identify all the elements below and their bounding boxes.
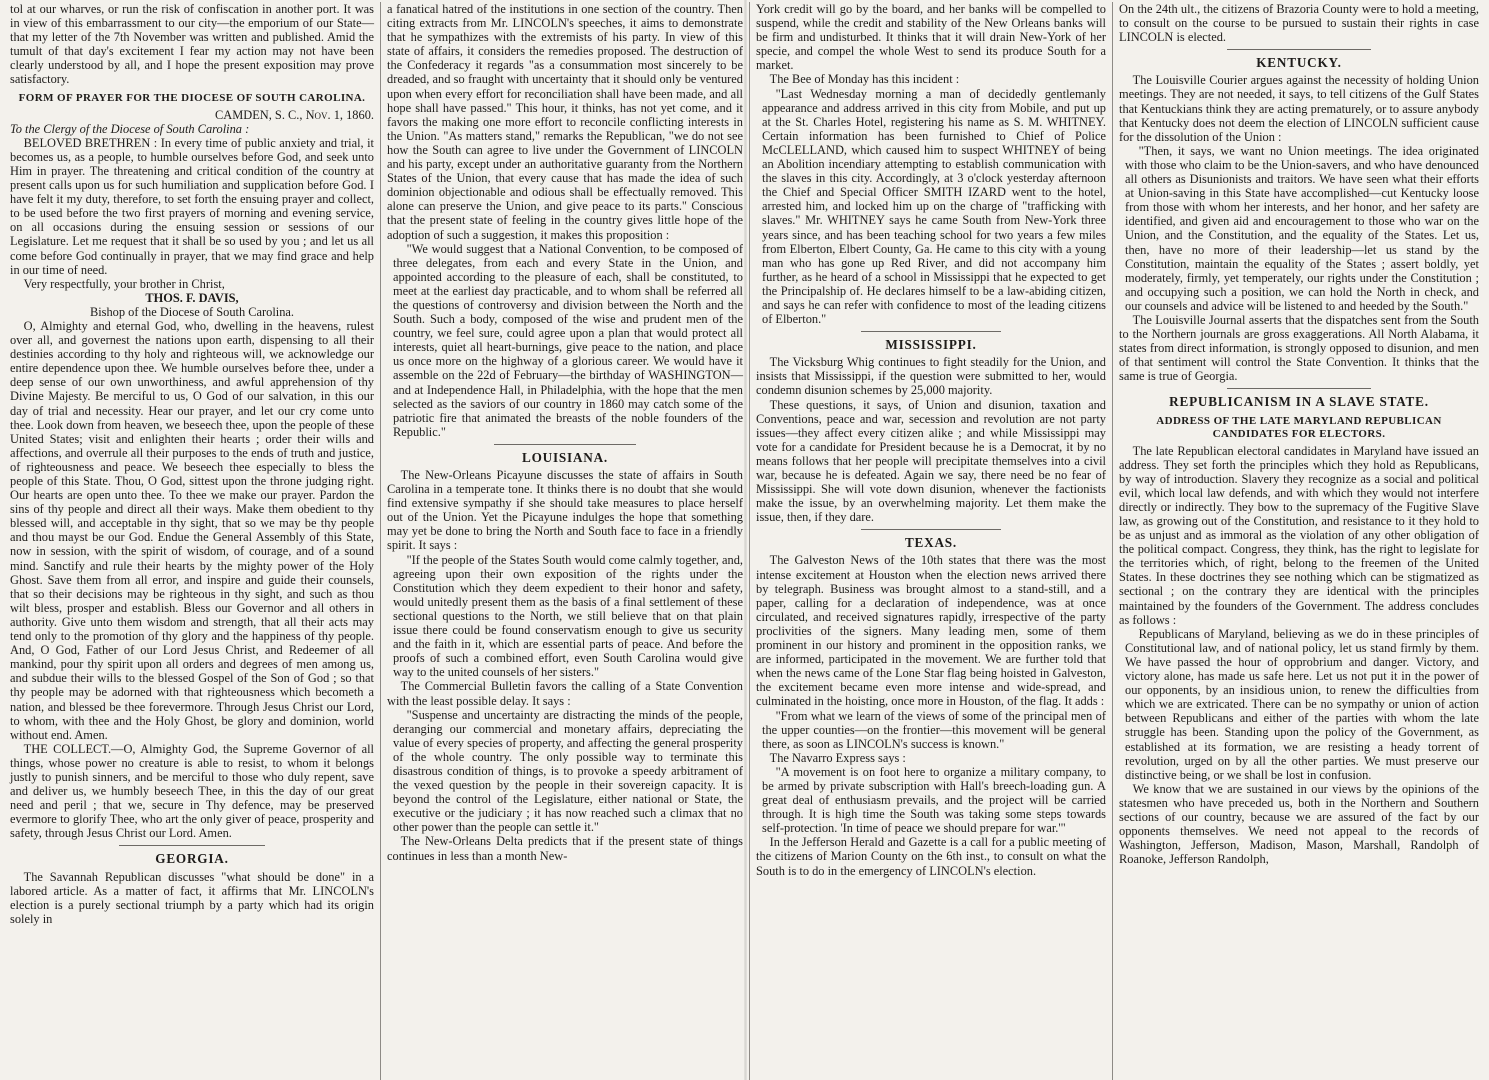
article-text: The Vicksburg Whig continues to fight steadily for the Union, and insists that Mississippi, if the question were submitted to her, would condemn disunion schemes by 25,000 majority. [756,355,1106,398]
signature-title: Bishop of the Diocese of South Carolina. [89,304,295,319]
section-heading-republicanism: REPUBLICANISM IN A SLAVE STATE. [1169,394,1429,410]
divider [1227,388,1371,389]
article-text: In the Jefferson Herald and Gazette is a call for a public meeting of the citizens of Marion County on the 6th inst., to consult on what the South is to do in the emergency of LINCOLN's election. [756,835,1106,878]
divider [494,444,636,445]
section-heading-texas: TEXAS. [904,535,958,551]
article-text: The Commercial Bulletin favors the calling of a State Convention with the least possible delay. It says : [387,679,743,708]
article-quote: "Last Wednesday morning a man of decidedly gentlemanly appearance and address arrived in this city from Mobile, and put up at the St. Charles Hotel, registering his name as S. M. WHITNEY. Certain information has been furnished to Chief of Police McCLELLAND, which caused him to suspect WHITNEY of being an Abolition incendiary attempting to establish communication with the slaves in this city. Accordingly, at 3 o'clock yesterday afternoon the Chief and Special Officer SMITH IZARD went to the hotel, arrested him, and locked him up on the charge of "trafficking with slaves." Mr. WHITNEY says he came South from New-York three years since, and has been teaching school for two years a few miles from Elberton, Elbert County, Ga. He came to this city with a young man who has gone up Red River, and did not accompany him further, as he heard of a school in Mississippi that he expected to get the Principalship of. He declares himself to be a law-abiding citizen, and says he can refer with confidence to most of the leading citizens of Elberton." [762,86,1106,327]
article-text: We know that we are sustained in our views by the opinions of the statesmen who have preceded us, both in the Northern and Southern sections of our country, because we are assured of the fact by our opponents themselves. We need not appeal to the records of Washington, Jefferson, Madison, Mason, Marshall, Randolph of Roanoke, Jefferson Randolph, [1119,781,1479,867]
column-2 [380,2,749,1080]
article-text: BELOVED BRETHREN : In every time of public anxiety and trial, it becomes us, as a people, to humble ourselves before God, and seek unto Him in prayer. The threatening and critical condition of the country at present calls upon us for such humiliation and supplication before God. I have felt it my duty, therefore, to set forth the ensuing prayer and collect, to be used before the two first prayers of morning and evening service, on all occasions during the ensuing session or sessions of our Legislature. Let me request that it shall be so used by you ; and let us all come before God continually in prayer, that we may find grace and help in our time of need. [10,135,374,277]
article-text: The New-Orleans Picayune discusses the state of affairs in South Carolina in a temperate tone. It thinks there is no doubt that she would find extensive sympathy if she should take measures to place herself out of the Union. Yet the Picayune indulges the hope that something may yet be done to bring the North and South face to face in a friendly spirit. It says : [387,468,743,553]
article-quote: "Suspense and uncertainty are distracting the minds of the people, deranging our commercial and monetary affairs, depreciating the value of every species of property, and affecting the general prosperity of the whole country. The only possible way to terminate this disastrous condition of things, is to provoke a speedy arbitrament of the vexed question by the people in their sovereign capacity. It is beyond the control of the Legislature, either national or State, the executive or the judiciary ; it has now reached such a climax that no other power than the people can settle it." [393,707,743,835]
article-quote: "If the people of the States South would come calmly together, and, agreeing upon their own exposition of the rights under the Constitution which they deem expedient to their honor and safety, would unitedly present them as the basis of a final settlement of these sectional questions to the North, we still believe that on that plain issue there could be found conservatism enough to give us security and the faith in it, which are essential parts of peace. And before the proofs of such a combined effort, even South Carolina would give way to the united counsels of her sisters." [393,552,743,680]
divider [119,845,265,846]
article-text: a fanatical hatred of the institutions in one section of the country. Then citing extracts from Mr. LINCOLN's speeches, it aims to demonstrate that he sympathizes with the extremists of his party. In view of this state of affairs, it considers the remedies proposed. The destruction of the Confederacy it regards "as a consummation most sincerely to be dreaded, and so fraught with uncertainty that it should only be ventured upon when every effort for reconciliation shall have been made, and all hope shall have passed." This hour, it thinks, has not yet come, and it favors the making one more effort to reconcile conflicting interests in the Union. "As matters stand," remarks the Republican, "we do not see how the South can agree to live under the Government of LINCOLN and his party, except under an authoritative guaranty from the Northern States of the Union, that every cause that has made the idea of such dominion objectionable and odious shall be effectually removed. This alone can preserve the Union, and give peace to its parts." Conscious that the present state of feeling in the country gives little hope of the adoption of such a suggestion, it makes this proposition : [387,2,743,242]
article-quote: "We would suggest that a National Convention, to be composed of three delegates, from each and every State in the Union, and appointed according to the pleasure of each, shall be constituted, to meet at the earliest day practicable, and to whom shall be referred all the questions of controversy and division between the North and the South. Such a body, composed of the wise and prudent men of the country, we feel sure, could agree upon a plan that would protect all interests, quiet all heart-burnings, give peace to the nation, and place us once more on the highway of a glorious career. We would have it assemble on the 22d of February—the birthday of WASHINGTON—and at Independence Hall, in Philadelphia, with the hope that the men selected as the saviors of our country in 1860 may catch some of the patriotic fire that animated the breasts of the noble founders of the Republic." [393,241,743,439]
article-text: The Louisville Courier argues against the necessity of holding Union meetings. They are not needed, it says, to tell citizens of the Gulf States that Kentuckians think they are acting prematurely, or to assure anybody that Kentucky does not deem the election of LINCOLN sufficient cause for the dissolution of the Union : [1119,73,1479,144]
article-text: The Bee of Monday has this incident : [769,72,960,87]
article-text: The Galveston News of the 10th states that there was the most intense excitement at Houston when the election news arrived there by telegraph. Business was brought almost to a stand-still, and a paper, calling for a declaration of independence, was at once circulated, and received signatures rapidly, irrespective of the party proclivities of the signers. Many leading men, some of them prominent in our history and prominent in the opposition ranks, we are informed, participated in the movement. We are further told that when the news came of the Lone Star flag being hoisted in Galveston, the excitement became even more intense and wide-spread, and culminated in the hoisting, once more in Houston, of the flag. It adds : [756,553,1106,709]
divider [1227,49,1371,50]
article-quote: "From what we learn of the views of some of the principal men of the upper counties—on the frontier—this movement will be general there, as soon as LINCOLN's success is known." [762,708,1106,751]
divider [861,529,1001,530]
article-text: The Louisville Journal asserts that the dispatches sent from the South to the Northern journals are gross exaggerations. All North Alabama, it states from direct information, is strongly opposed to disunion, and men of that sentiment will control the State Convention. It thinks that the same is true of Georgia. [1119,312,1479,384]
article-quote: "Then, it says, we want no Union meetings. The idea originated with those who claim to be the Union-savers, and who have denounced all others as Disunionists and traitors. We have seen what their efforts at Union-saving in this State have accomplished—cut Kentucky loose from those with whom her interests, and her honor, and her safety are identified, and given aid and encouragement to those who war on the Union, and the Constitution, and the equality of the States. Let us, then, have no more of their leadership—let us stand by the Constitution, maintain the equality of the States ; assert boldly, yet moderately, firmly, yet temperately, our rights under the Constitution ; and occupying such a position, we can hold the North in check, and our counsels and advice will be listened to and heeded by the South." [1125,143,1479,313]
section-subheading-address: ADDRESS OF THE LATE MARYLAND REPUBLICAN CANDIDATES FOR ELECTORS. [1156,414,1442,440]
article-text: The late Republican electoral candidates in Maryland have issued an address. They set forth the principles which they hold as Republicans, by way of introduction. Slavery they recognize as a social and political evil, which local law defends, and with which they would not interfere directly or indirectly. They bow to the supremacy of the Fugitive Slave law, as growing out of the Constitution, and resistance to it they hold to be as unjust and as immoral as the violation of any other obligation of the political compact. Congress, they think, has the right to legislate for the territories which, of right, belong to the freemen of the United States. In these doctrines they see nothing which can be stigmatized as sectional ; on the contrary they are identical with the principles maintained by the founders of the Government. The address concludes as follows : [1119,443,1479,627]
article-text: tol at our wharves, or run the risk of confiscation in another port. It was in view of this embarrassment to our city—the emporium of our State—that my letter of the 7th November was written and published. Amid the tumult of that day's excitement I fear my action may not have been clearly understood by all, and I hope the present exposition may prove satisfactory. [10,2,374,87]
section-heading-louisiana: LOUISIANA. [521,449,609,465]
article-text: The New-Orleans Delta predicts that if the present state of things continues in less than a month New- [387,834,743,863]
column-3 [749,2,1112,1080]
article-text: The Savannah Republican discusses "what should be done" in a labored article. As a matter of fact, it affirms that Mr. LINCOLN's election is a purely sectional triumph by a party which had its origin solely in [10,869,374,926]
article-text: THE COLLECT.—O, Almighty God, the Supreme Governor of all things, whose power no creature is able to resist, to whom it belongs justly to punish sinners, and be merciful to those who duly repent, save and deliver us, we humbly beseech Thee, in this the day of our great need and peril ; that we, secure in Thy defence, may be preserved evermore to glorify Thee, who art the only giver of peace, prosperity and safety, through Jesus Christ our Lord. Amen. [10,741,374,841]
signature-name: THOS. F. DAVIS, [145,290,239,305]
section-heading-mississippi: MISSISSIPPI. [885,337,977,353]
divider [861,331,1001,332]
section-heading-georgia: GEORGIA. [155,851,229,867]
article-text: On the 24th ult., the citizens of Brazoria County were to hold a meeting, to consult on the course to be pursued to sustain their rights in case LINCOLN is elected. [1119,2,1479,45]
column-1 [4,2,380,1080]
article-text: O, Almighty and eternal God, who, dwelling in the heavens, rulest over all, and governest the nations upon earth, dispensing to all their destinies according to thy holy and righteous will, we acknowledge our entire dependence upon thee. We humble ourselves before thee, under a deep sense of our own unworthiness, and awful apprehension of thy Divine Majesty. Be merciful to us, O God of our salvation, in this our day of trial and necessity. Hear our prayer, and let our cry come unto thee. Look down from heaven, we beseech thee, upon the people of these United States; visit and enlighten their hearts ; order their wills and affections, and overrule all their purposes to the ends of truth and justice, of righteousness and peace. We beseech thee especially to bless the people of this State. Thou, O God, sittest upon the throne judging right. Our hearts are open unto thee. To thee we make our prayer. Pardon the sins of thy people and direct all their ways. Make them obedient to thy blessed will, and acceptable in thy sight, that so we may be thy people and thou mayst be our God. Endue the General Assembly of this State, now in session, with the spirit of wisdom, of courage, and of a sound mind. Sanctify and rule their hearts by the mighty power of the Holy Ghost. Save them from all error, and inspire and guide their counsels, that so their decisions may be righteous in thy sight, and such as thou wilt bless, prosper and establish. Bless our Governor and all others in authority. Give unto them wisdom and strength, that all their acts may tend only to the promotion of thy glory and the happiness of thy people. And, O God, Father of our Lord Jesus Christ, and Redeemer of all mankind, pour thy spirit upon all orders and degrees of men among us, and subdue their wills to the blessed Gospel of the Son of God ; so that thy people may be adorned with that righteousness which becometh a nation, and blessed be thee forevermore. Through Jesus Christ our Lord, to whom, with thee and the Holy Ghost, be glory and dominion, world without end. Amen. [10,318,374,742]
article-text: York credit will go by the board, and her banks will be compelled to suspend, while the credit and stability of the New Orleans banks will be firm and undisturbed. It thinks that it will drain New-York of her specie, and compel the whole West to send its produce South for a market. [756,2,1106,73]
column-4 [1112,2,1485,1080]
article-quote: "A movement is on foot here to organize a military company, to be armed by private subscription with Hall's breech-loading gun. A great deal of enthusiasm prevails, and the project will be carried through. It is high time the South was taking some steps towards self-protection. 'In time of peace we should prepare for war.'" [762,764,1106,836]
article-text: These questions, it says, of Union and disunion, taxation and Conventions, peace and war, secession and revolution are not party issues—they affect every citizen alike ; and while Mississippi may vote for a candidate for President because he is a Democrat, it by no means follows that her people will precipitate themselves into a civil war, because he is defeated. Again we say, there need be no fear of Mississippi. She will vote down disunion, whenever the factionists make the issue, by an overwhelming majority. Let them make the issue, then, if they dare. [756,397,1106,525]
section-heading-prayer: FORM OF PRAYER FOR THE DIOCESE OF SOUTH CAROLINA. [18,91,366,104]
section-heading-kentucky: KENTUCKY. [1256,55,1342,71]
salutation: To the Clergy of the Diocese of South Carolina : [10,121,250,136]
dateline: CAMDEN, S. C., Nov. 1, 1860. [215,107,374,122]
article-quote: Republicans of Maryland, believing as we do in these principles of Constitutional law, and of national policy, let us stand firmly by them. We have passed the hour of opprobrium and danger. Victory, and victory alone, has made us safe here. Let us not put it in the power of our opponents, by an insidious union, to renew the difficulties from which we are extricated. There can be no sympathy or union of action between Republicans and either of the parties with whom the late struggle has been. Standing upon the policy of the Government, as established at its formation, we are resisting a heady torrent of revolution, urged on by all the other parties. We must preserve our distinctive being, or we shall be lost in confusion. [1125,626,1479,782]
article-text: Very respectfully, your brother in Christ, [23,276,225,291]
article-text: The Navarro Express says : [769,750,906,765]
